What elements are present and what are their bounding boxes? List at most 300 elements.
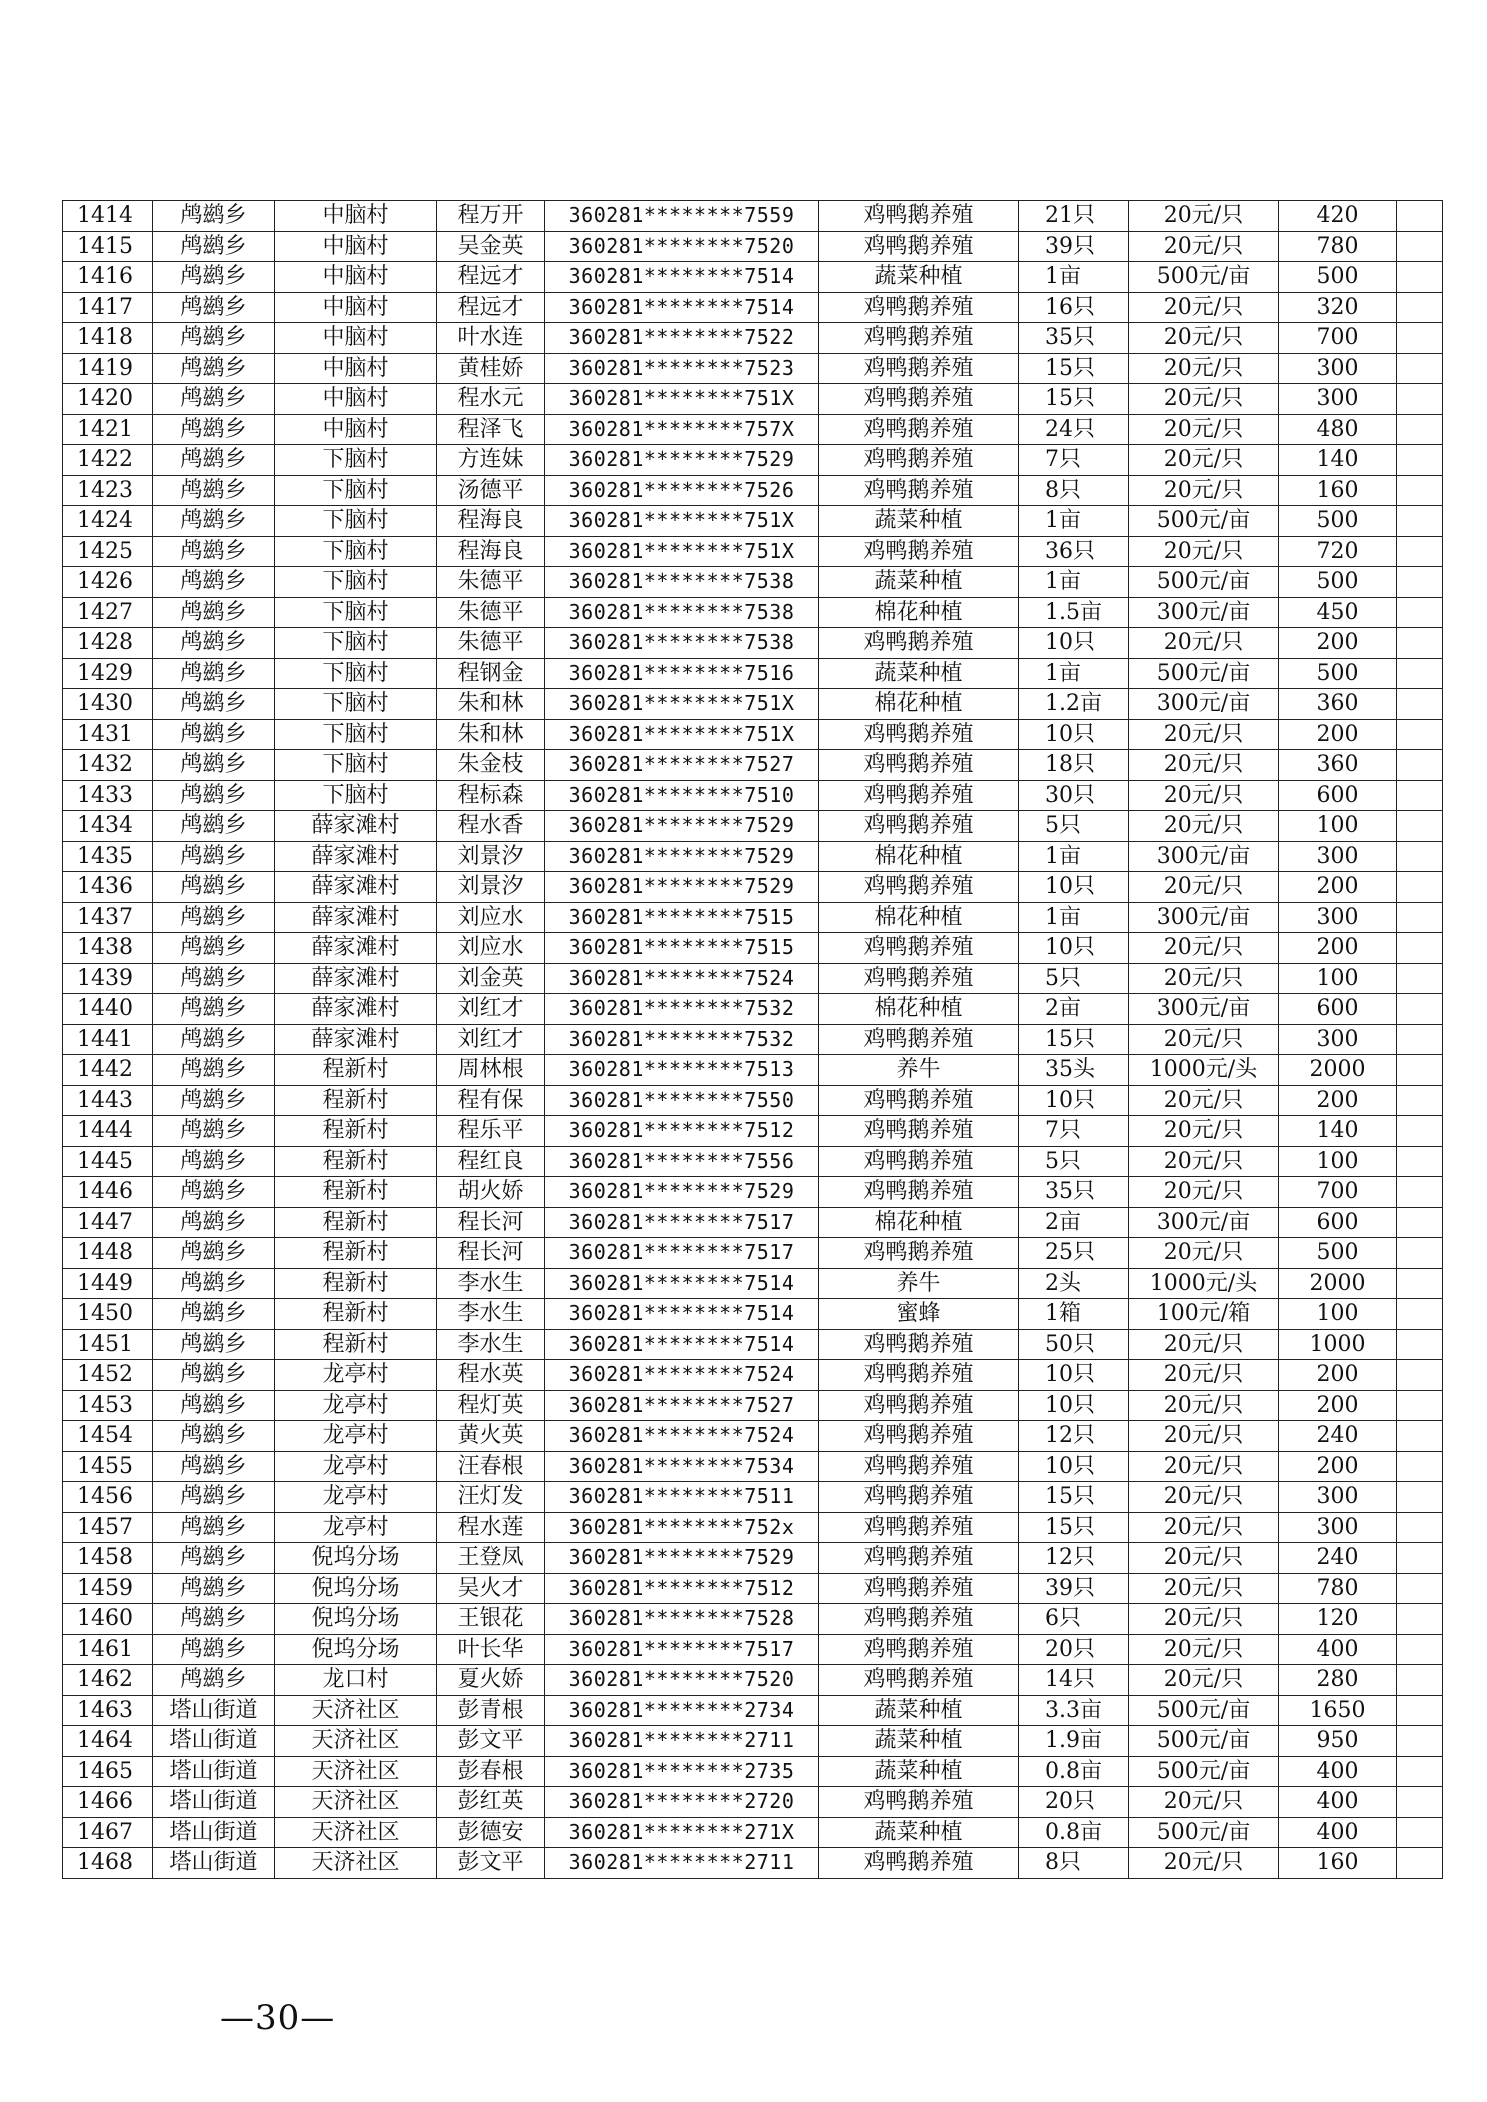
village-cell: 薛家滩村 — [275, 933, 437, 964]
project-type-cell: 鸡鸭鹅养殖 — [819, 1421, 1019, 1452]
town-cell: 鸬鹚乡 — [153, 445, 275, 476]
quantity-cell: 10只 — [1019, 872, 1129, 903]
town-cell: 鸬鹚乡 — [153, 902, 275, 933]
project-type-cell: 蜜蜂 — [819, 1299, 1019, 1330]
seq-cell: 1452 — [63, 1360, 153, 1391]
blank-cell — [1397, 1665, 1443, 1696]
rate-cell: 300元/亩 — [1129, 902, 1279, 933]
seq-cell: 1441 — [63, 1024, 153, 1055]
table-row — [63, 933, 1443, 964]
village-cell: 倪坞分场 — [275, 1634, 437, 1665]
name-cell: 程水元 — [437, 384, 545, 415]
seq-cell: 1459 — [63, 1573, 153, 1604]
village-cell: 程新村 — [275, 1116, 437, 1147]
blank-cell — [1397, 445, 1443, 476]
id-number-cell: 360281********7529 — [545, 1177, 819, 1208]
amount-cell: 400 — [1279, 1817, 1397, 1848]
amount-cell: 120 — [1279, 1604, 1397, 1635]
rate-cell: 500元/亩 — [1129, 262, 1279, 293]
seq-cell: 1414 — [63, 201, 153, 232]
seq-cell: 1416 — [63, 262, 153, 293]
id-number-cell: 360281********7512 — [545, 1573, 819, 1604]
blank-cell — [1397, 384, 1443, 415]
town-cell: 鸬鹚乡 — [153, 719, 275, 750]
town-cell: 鸬鹚乡 — [153, 841, 275, 872]
quantity-cell: 1.5亩 — [1019, 597, 1129, 628]
id-number-cell: 360281********752x — [545, 1512, 819, 1543]
table-row — [63, 1207, 1443, 1238]
id-number-cell: 360281********7529 — [545, 872, 819, 903]
table-row — [63, 1146, 1443, 1177]
table-row — [63, 1634, 1443, 1665]
table-row — [63, 1421, 1443, 1452]
id-number-cell: 360281********7534 — [545, 1451, 819, 1482]
amount-cell: 700 — [1279, 1177, 1397, 1208]
rate-cell: 20元/只 — [1129, 1451, 1279, 1482]
town-cell: 塔山街道 — [153, 1817, 275, 1848]
blank-cell — [1397, 1146, 1443, 1177]
id-number-cell: 360281********7538 — [545, 567, 819, 598]
blank-cell — [1397, 1573, 1443, 1604]
rate-cell: 1000元/头 — [1129, 1268, 1279, 1299]
id-number-cell: 360281********7527 — [545, 1390, 819, 1421]
rate-cell: 20元/只 — [1129, 1238, 1279, 1269]
blank-cell — [1397, 658, 1443, 689]
quantity-cell: 10只 — [1019, 1085, 1129, 1116]
rate-cell: 20元/只 — [1129, 536, 1279, 567]
village-cell: 薛家滩村 — [275, 872, 437, 903]
quantity-cell: 10只 — [1019, 628, 1129, 659]
town-cell: 鸬鹚乡 — [153, 689, 275, 720]
rate-cell: 20元/只 — [1129, 872, 1279, 903]
rate-cell: 20元/只 — [1129, 292, 1279, 323]
town-cell: 鸬鹚乡 — [153, 628, 275, 659]
name-cell: 李水生 — [437, 1299, 545, 1330]
quantity-cell: 6只 — [1019, 1604, 1129, 1635]
blank-cell — [1397, 1055, 1443, 1086]
blank-cell — [1397, 1390, 1443, 1421]
town-cell: 鸬鹚乡 — [153, 750, 275, 781]
quantity-cell: 2头 — [1019, 1268, 1129, 1299]
seq-cell: 1427 — [63, 597, 153, 628]
amount-cell: 1650 — [1279, 1695, 1397, 1726]
rate-cell: 20元/只 — [1129, 719, 1279, 750]
project-type-cell: 鸡鸭鹅养殖 — [819, 1512, 1019, 1543]
name-cell: 朱德平 — [437, 567, 545, 598]
amount-cell: 300 — [1279, 902, 1397, 933]
blank-cell — [1397, 1329, 1443, 1360]
id-number-cell: 360281********751X — [545, 689, 819, 720]
table-row — [63, 1177, 1443, 1208]
table-row — [63, 414, 1443, 445]
blank-cell — [1397, 262, 1443, 293]
project-type-cell: 鸡鸭鹅养殖 — [819, 445, 1019, 476]
village-cell: 程新村 — [275, 1207, 437, 1238]
rate-cell: 20元/只 — [1129, 1146, 1279, 1177]
town-cell: 鸬鹚乡 — [153, 1451, 275, 1482]
blank-cell — [1397, 1756, 1443, 1787]
quantity-cell: 8只 — [1019, 475, 1129, 506]
table-row — [63, 1817, 1443, 1848]
name-cell: 程泽飞 — [437, 414, 545, 445]
blank-cell — [1397, 1024, 1443, 1055]
quantity-cell: 12只 — [1019, 1543, 1129, 1574]
seq-cell: 1438 — [63, 933, 153, 964]
name-cell: 方连妹 — [437, 445, 545, 476]
project-type-cell: 鸡鸭鹅养殖 — [819, 1177, 1019, 1208]
town-cell: 鸬鹚乡 — [153, 1146, 275, 1177]
amount-cell: 100 — [1279, 963, 1397, 994]
rate-cell: 300元/亩 — [1129, 994, 1279, 1025]
name-cell: 朱和林 — [437, 689, 545, 720]
village-cell: 龙亭村 — [275, 1482, 437, 1513]
name-cell: 程红良 — [437, 1146, 545, 1177]
quantity-cell: 10只 — [1019, 1390, 1129, 1421]
project-type-cell: 养牛 — [819, 1268, 1019, 1299]
blank-cell — [1397, 628, 1443, 659]
id-number-cell: 360281********7529 — [545, 841, 819, 872]
project-type-cell: 鸡鸭鹅养殖 — [819, 292, 1019, 323]
seq-cell: 1418 — [63, 323, 153, 354]
rate-cell: 500元/亩 — [1129, 567, 1279, 598]
table-row — [63, 902, 1443, 933]
name-cell: 程长河 — [437, 1207, 545, 1238]
rate-cell: 1000元/头 — [1129, 1055, 1279, 1086]
name-cell: 程远才 — [437, 262, 545, 293]
amount-cell: 500 — [1279, 658, 1397, 689]
rate-cell: 20元/只 — [1129, 231, 1279, 262]
blank-cell — [1397, 1116, 1443, 1147]
town-cell: 鸬鹚乡 — [153, 658, 275, 689]
blank-cell — [1397, 414, 1443, 445]
village-cell: 中脑村 — [275, 201, 437, 232]
amount-cell: 780 — [1279, 231, 1397, 262]
name-cell: 吴金英 — [437, 231, 545, 262]
id-number-cell: 360281********7529 — [545, 811, 819, 842]
name-cell: 刘应水 — [437, 902, 545, 933]
seq-cell: 1422 — [63, 445, 153, 476]
town-cell: 鸬鹚乡 — [153, 872, 275, 903]
name-cell: 彭春根 — [437, 1756, 545, 1787]
blank-cell — [1397, 841, 1443, 872]
project-type-cell: 蔬菜种植 — [819, 1817, 1019, 1848]
blank-cell — [1397, 1695, 1443, 1726]
village-cell: 程新村 — [275, 1146, 437, 1177]
village-cell: 天济社区 — [275, 1817, 437, 1848]
rate-cell: 20元/只 — [1129, 414, 1279, 445]
rate-cell: 20元/只 — [1129, 628, 1279, 659]
id-number-cell: 360281********7513 — [545, 1055, 819, 1086]
seq-cell: 1420 — [63, 384, 153, 415]
id-number-cell: 360281********7511 — [545, 1482, 819, 1513]
town-cell: 鸬鹚乡 — [153, 597, 275, 628]
town-cell: 塔山街道 — [153, 1726, 275, 1757]
amount-cell: 320 — [1279, 292, 1397, 323]
table-row — [63, 1695, 1443, 1726]
table-row — [63, 567, 1443, 598]
table-row — [63, 1116, 1443, 1147]
id-number-cell: 360281********7514 — [545, 1299, 819, 1330]
village-cell: 天济社区 — [275, 1695, 437, 1726]
rate-cell: 300元/亩 — [1129, 597, 1279, 628]
seq-cell: 1463 — [63, 1695, 153, 1726]
seq-cell: 1428 — [63, 628, 153, 659]
amount-cell: 200 — [1279, 872, 1397, 903]
blank-cell — [1397, 567, 1443, 598]
town-cell: 鸬鹚乡 — [153, 1207, 275, 1238]
town-cell: 鸬鹚乡 — [153, 933, 275, 964]
village-cell: 薛家滩村 — [275, 902, 437, 933]
quantity-cell: 1亩 — [1019, 902, 1129, 933]
seq-cell: 1442 — [63, 1055, 153, 1086]
project-type-cell: 蔬菜种植 — [819, 658, 1019, 689]
name-cell: 叶水连 — [437, 323, 545, 354]
rate-cell: 500元/亩 — [1129, 1756, 1279, 1787]
village-cell: 下脑村 — [275, 628, 437, 659]
rate-cell: 20元/只 — [1129, 1482, 1279, 1513]
amount-cell: 780 — [1279, 1573, 1397, 1604]
town-cell: 塔山街道 — [153, 1848, 275, 1879]
id-number-cell: 360281********7524 — [545, 963, 819, 994]
village-cell: 中脑村 — [275, 292, 437, 323]
rate-cell: 100元/箱 — [1129, 1299, 1279, 1330]
table-row — [63, 750, 1443, 781]
table-row — [63, 1360, 1443, 1391]
table-row — [63, 536, 1443, 567]
town-cell: 鸬鹚乡 — [153, 1390, 275, 1421]
town-cell: 鸬鹚乡 — [153, 1268, 275, 1299]
id-number-cell: 360281********7538 — [545, 628, 819, 659]
town-cell: 鸬鹚乡 — [153, 231, 275, 262]
town-cell: 鸬鹚乡 — [153, 1634, 275, 1665]
name-cell: 黄火英 — [437, 1421, 545, 1452]
quantity-cell: 16只 — [1019, 292, 1129, 323]
table-row — [63, 811, 1443, 842]
name-cell: 程海良 — [437, 536, 545, 567]
rate-cell: 20元/只 — [1129, 475, 1279, 506]
name-cell: 彭红英 — [437, 1787, 545, 1818]
table-row — [63, 1299, 1443, 1330]
project-type-cell: 鸡鸭鹅养殖 — [819, 933, 1019, 964]
rate-cell: 20元/只 — [1129, 1665, 1279, 1696]
project-type-cell: 鸡鸭鹅养殖 — [819, 963, 1019, 994]
table-row — [63, 1024, 1443, 1055]
blank-cell — [1397, 597, 1443, 628]
blank-cell — [1397, 1726, 1443, 1757]
quantity-cell: 14只 — [1019, 1665, 1129, 1696]
village-cell: 中脑村 — [275, 231, 437, 262]
quantity-cell: 36只 — [1019, 536, 1129, 567]
village-cell: 薛家滩村 — [275, 811, 437, 842]
table-row — [63, 1665, 1443, 1696]
seq-cell: 1456 — [63, 1482, 153, 1513]
name-cell: 刘景汐 — [437, 841, 545, 872]
town-cell: 鸬鹚乡 — [153, 1116, 275, 1147]
blank-cell — [1397, 1421, 1443, 1452]
village-cell: 下脑村 — [275, 567, 437, 598]
id-number-cell: 360281********7532 — [545, 1024, 819, 1055]
id-number-cell: 360281********7515 — [545, 933, 819, 964]
project-type-cell: 鸡鸭鹅养殖 — [819, 719, 1019, 750]
project-type-cell: 鸡鸭鹅养殖 — [819, 231, 1019, 262]
rate-cell: 20元/只 — [1129, 1634, 1279, 1665]
amount-cell: 300 — [1279, 1024, 1397, 1055]
town-cell: 鸬鹚乡 — [153, 536, 275, 567]
table-row — [63, 353, 1443, 384]
project-type-cell: 蔬菜种植 — [819, 506, 1019, 537]
id-number-cell: 360281********7556 — [545, 1146, 819, 1177]
village-cell: 龙亭村 — [275, 1390, 437, 1421]
project-type-cell: 鸡鸭鹅养殖 — [819, 323, 1019, 354]
town-cell: 鸬鹚乡 — [153, 994, 275, 1025]
blank-cell — [1397, 1085, 1443, 1116]
town-cell: 鸬鹚乡 — [153, 811, 275, 842]
name-cell: 叶长华 — [437, 1634, 545, 1665]
quantity-cell: 15只 — [1019, 1024, 1129, 1055]
town-cell: 塔山街道 — [153, 1787, 275, 1818]
seq-cell: 1454 — [63, 1421, 153, 1452]
project-type-cell: 棉花种植 — [819, 841, 1019, 872]
table-row — [63, 658, 1443, 689]
blank-cell — [1397, 1512, 1443, 1543]
project-type-cell: 鸡鸭鹅养殖 — [819, 1634, 1019, 1665]
village-cell: 天济社区 — [275, 1756, 437, 1787]
seq-cell: 1419 — [63, 353, 153, 384]
id-number-cell: 360281********7538 — [545, 597, 819, 628]
table-row — [63, 292, 1443, 323]
id-number-cell: 360281********7520 — [545, 1665, 819, 1696]
village-cell: 中脑村 — [275, 414, 437, 445]
rate-cell: 500元/亩 — [1129, 1817, 1279, 1848]
amount-cell: 240 — [1279, 1421, 1397, 1452]
blank-cell — [1397, 719, 1443, 750]
town-cell: 塔山街道 — [153, 1695, 275, 1726]
quantity-cell: 35只 — [1019, 1177, 1129, 1208]
table-row — [63, 780, 1443, 811]
quantity-cell: 1亩 — [1019, 506, 1129, 537]
rate-cell: 20元/只 — [1129, 1787, 1279, 1818]
project-type-cell: 鸡鸭鹅养殖 — [819, 780, 1019, 811]
table-row — [63, 963, 1443, 994]
town-cell: 鸬鹚乡 — [153, 323, 275, 354]
blank-cell — [1397, 1207, 1443, 1238]
rate-cell: 300元/亩 — [1129, 1207, 1279, 1238]
amount-cell: 420 — [1279, 201, 1397, 232]
id-number-cell: 360281********7523 — [545, 353, 819, 384]
id-number-cell: 360281********7520 — [545, 231, 819, 262]
town-cell: 鸬鹚乡 — [153, 414, 275, 445]
name-cell: 彭文平 — [437, 1726, 545, 1757]
rate-cell: 20元/只 — [1129, 811, 1279, 842]
id-number-cell: 360281********751X — [545, 384, 819, 415]
project-type-cell: 鸡鸭鹅养殖 — [819, 872, 1019, 903]
table-row — [63, 323, 1443, 354]
village-cell: 下脑村 — [275, 689, 437, 720]
table-row — [63, 1482, 1443, 1513]
seq-cell: 1444 — [63, 1116, 153, 1147]
village-cell: 下脑村 — [275, 475, 437, 506]
amount-cell: 700 — [1279, 323, 1397, 354]
amount-cell: 500 — [1279, 1238, 1397, 1269]
id-number-cell: 360281********7514 — [545, 292, 819, 323]
project-type-cell: 养牛 — [819, 1055, 1019, 1086]
name-cell: 程长河 — [437, 1238, 545, 1269]
name-cell: 程海良 — [437, 506, 545, 537]
table-row — [63, 1787, 1443, 1818]
quantity-cell: 20只 — [1019, 1634, 1129, 1665]
seq-cell: 1443 — [63, 1085, 153, 1116]
project-type-cell: 棉花种植 — [819, 994, 1019, 1025]
project-type-cell: 鸡鸭鹅养殖 — [819, 384, 1019, 415]
town-cell: 鸬鹚乡 — [153, 1055, 275, 1086]
blank-cell — [1397, 292, 1443, 323]
amount-cell: 360 — [1279, 689, 1397, 720]
rate-cell: 20元/只 — [1129, 1573, 1279, 1604]
table-row — [63, 689, 1443, 720]
blank-cell — [1397, 963, 1443, 994]
amount-cell: 400 — [1279, 1756, 1397, 1787]
town-cell: 鸬鹚乡 — [153, 353, 275, 384]
id-number-cell: 360281********7524 — [545, 1360, 819, 1391]
name-cell: 朱金枝 — [437, 750, 545, 781]
name-cell: 程远才 — [437, 292, 545, 323]
name-cell: 程乐平 — [437, 1116, 545, 1147]
seq-cell: 1430 — [63, 689, 153, 720]
name-cell: 程标森 — [437, 780, 545, 811]
seq-cell: 1448 — [63, 1238, 153, 1269]
amount-cell: 140 — [1279, 445, 1397, 476]
amount-cell: 240 — [1279, 1543, 1397, 1574]
amount-cell: 200 — [1279, 933, 1397, 964]
name-cell: 汤德平 — [437, 475, 545, 506]
village-cell: 龙亭村 — [275, 1451, 437, 1482]
rate-cell: 20元/只 — [1129, 1848, 1279, 1879]
seq-cell: 1433 — [63, 780, 153, 811]
project-type-cell: 鸡鸭鹅养殖 — [819, 750, 1019, 781]
seq-cell: 1437 — [63, 902, 153, 933]
quantity-cell: 12只 — [1019, 1421, 1129, 1452]
name-cell: 程钢金 — [437, 658, 545, 689]
village-cell: 下脑村 — [275, 445, 437, 476]
quantity-cell: 10只 — [1019, 933, 1129, 964]
id-number-cell: 360281********7529 — [545, 1543, 819, 1574]
amount-cell: 200 — [1279, 1085, 1397, 1116]
name-cell: 刘红才 — [437, 994, 545, 1025]
town-cell: 鸬鹚乡 — [153, 1421, 275, 1452]
town-cell: 鸬鹚乡 — [153, 384, 275, 415]
village-cell: 薛家滩村 — [275, 963, 437, 994]
village-cell: 龙亭村 — [275, 1421, 437, 1452]
amount-cell: 160 — [1279, 475, 1397, 506]
table-row — [63, 1329, 1443, 1360]
name-cell: 朱和林 — [437, 719, 545, 750]
blank-cell — [1397, 1817, 1443, 1848]
amount-cell: 600 — [1279, 1207, 1397, 1238]
rate-cell: 20元/只 — [1129, 1421, 1279, 1452]
quantity-cell: 1.9亩 — [1019, 1726, 1129, 1757]
amount-cell: 200 — [1279, 719, 1397, 750]
blank-cell — [1397, 1238, 1443, 1269]
table-row — [63, 994, 1443, 1025]
rate-cell: 20元/只 — [1129, 1085, 1279, 1116]
rate-cell: 20元/只 — [1129, 1329, 1279, 1360]
project-type-cell: 鸡鸭鹅养殖 — [819, 811, 1019, 842]
quantity-cell: 2亩 — [1019, 1207, 1129, 1238]
village-cell: 龙亭村 — [275, 1360, 437, 1391]
project-type-cell: 鸡鸭鹅养殖 — [819, 1238, 1019, 1269]
village-cell: 程新村 — [275, 1085, 437, 1116]
blank-cell — [1397, 872, 1443, 903]
